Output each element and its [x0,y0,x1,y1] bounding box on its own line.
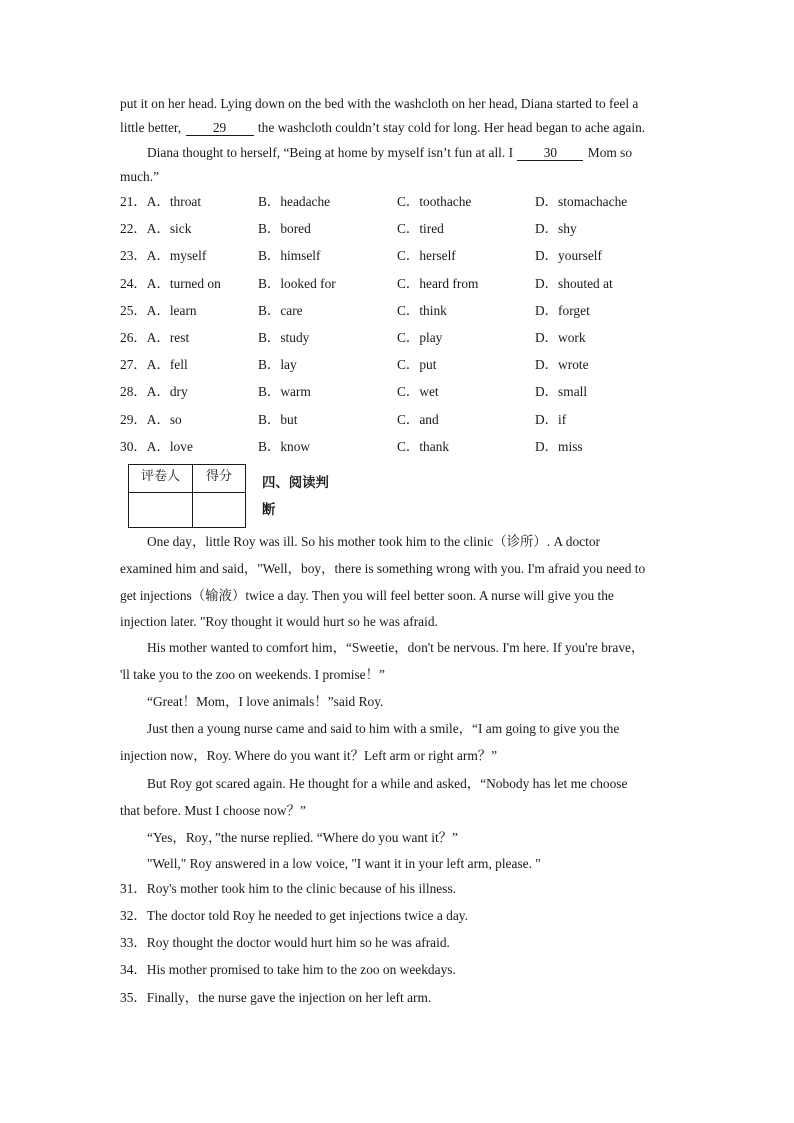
option-b: B．care [258,303,303,318]
option-row [0,193,794,211]
passage-line: His mother wanted to comfort him，“Sweetie，don't be nervous. I'm here. If you're brave， [147,640,645,655]
grader-cell[interactable] [129,493,193,528]
option-d: D．forget [535,303,590,318]
option-d: D．shy [535,221,577,236]
passage-line: examined him and said，"Well，boy，there is something wrong with you. I'm afraid you need to [120,561,646,576]
option-a: 26．A．rest [120,330,190,345]
option-b: B．looked for [258,276,336,291]
option-c: C．and [397,412,439,427]
statement-item: 35．Finally，the nurse gave the injection on her left arm. [120,990,432,1005]
option-row [0,329,794,347]
passage-line: Just then a young nurse came and said to him with a smile，“I am going to give you the [147,721,620,736]
option-c: C．wet [397,384,439,399]
option-a: 29．A．so [120,412,182,427]
option-c: C．put [397,357,437,372]
passage-line: injection now，Roy. Where do you want it？Left arm or right arm？” [120,748,498,763]
score-box [128,464,246,528]
option-d: D．wrote [535,357,589,372]
cloze-line-3 [147,144,632,162]
option-row [0,302,794,320]
statement-item: 31．Roy's mother took him to the clinic because of his illness. [120,881,457,896]
passage-line: But Roy got scared again. He thought for a while and asked，“Nobody has let me choose [147,776,628,791]
option-c: C．think [397,303,447,318]
statement-item: 33．Roy thought the doctor would hurt him so he was afraid. [120,935,450,950]
section-title: 四、阅读判 [262,476,329,491]
option-a: 28．A．dry [120,384,188,399]
cloze-text: the washcloth couldn’t stay cold for long. Her head began to ache again. [257,120,646,135]
option-d: D．if [535,412,567,427]
option-d: D．miss [535,439,583,454]
passage-line: “Great！Mom，I love animals！”said Roy. [147,694,384,709]
option-row [0,356,794,374]
section-title-cont: 断 [262,503,276,518]
option-row [0,220,794,238]
option-a: 23．A．myself [120,248,207,263]
passage-line: One day，little Roy was ill. So his mother took him to the clinic（诊所）. A doctor [147,534,601,549]
option-b: B．but [258,412,298,427]
score-cell[interactable] [193,493,246,528]
cloze-line-2 [120,119,645,137]
passage-line: that before. Must I choose now？” [120,803,306,818]
blank-29: 29 [186,120,254,136]
option-c: C．tired [397,221,444,236]
option-b: B．know [258,439,311,454]
option-d: D．shouted at [535,276,613,291]
score-header: 得分 [193,465,246,493]
passage-line: "Well," Roy answered in a low voice, "I want it in your left arm, please. " [147,856,541,871]
option-c: C．play [397,330,443,345]
option-c: C．herself [397,248,456,263]
statement-item: 34．His mother promised to take him to the zoo on weekdays. [120,962,456,977]
option-d: D．small [535,384,588,399]
option-b: B．warm [258,384,311,399]
cloze-line-4: much.” [120,169,160,184]
passage-line: injection later. "Roy thought it would hurt so he was afraid. [120,614,438,629]
statement-item: 32．The doctor told Roy he needed to get injections twice a day. [120,908,468,923]
option-a: 22．A．sick [120,221,192,236]
option-d: D．stomachache [535,194,628,209]
option-a: 25．A．learn [120,303,197,318]
option-row [0,275,794,293]
option-b: B．himself [258,248,321,263]
blank-30: 30 [517,145,583,161]
option-a: 30．A．love [120,439,193,454]
option-b: B．lay [258,357,297,372]
option-b: B．headache [258,194,331,209]
cloze-text: little better, [120,120,182,135]
option-row [0,438,794,456]
option-row [0,247,794,265]
option-c: C．thank [397,439,450,454]
option-row [0,411,794,429]
option-b: B．study [258,330,310,345]
cloze-text: Mom so [587,145,633,160]
option-b: B．bored [258,221,311,236]
cloze-text: Diana thought to herself, “Being at home by myself isn’t fun at all. I [147,145,514,160]
passage-line: get injections（输液）twice a day. Then you will feel better soon. A nurse will give you the [120,588,614,603]
cloze-line-1: put it on her head. Lying down on the bed with the washcloth on her head, Diana started to feel a [120,96,639,111]
option-a: 21．A．throat [120,194,202,209]
option-a: 27．A．fell [120,357,188,372]
option-c: C．heard from [397,276,479,291]
option-row [0,383,794,401]
option-d: D．work [535,330,586,345]
option-a: 24．A．turned on [120,276,221,291]
grader-header: 评卷人 [129,465,193,493]
option-d: D．yourself [535,248,602,263]
option-c: C．toothache [397,194,472,209]
passage-line: “Yes，Roy，”the nurse replied. “Where do you want it？” [147,830,458,845]
passage-line: 'll take you to the zoo on weekends. I promise！” [120,667,385,682]
